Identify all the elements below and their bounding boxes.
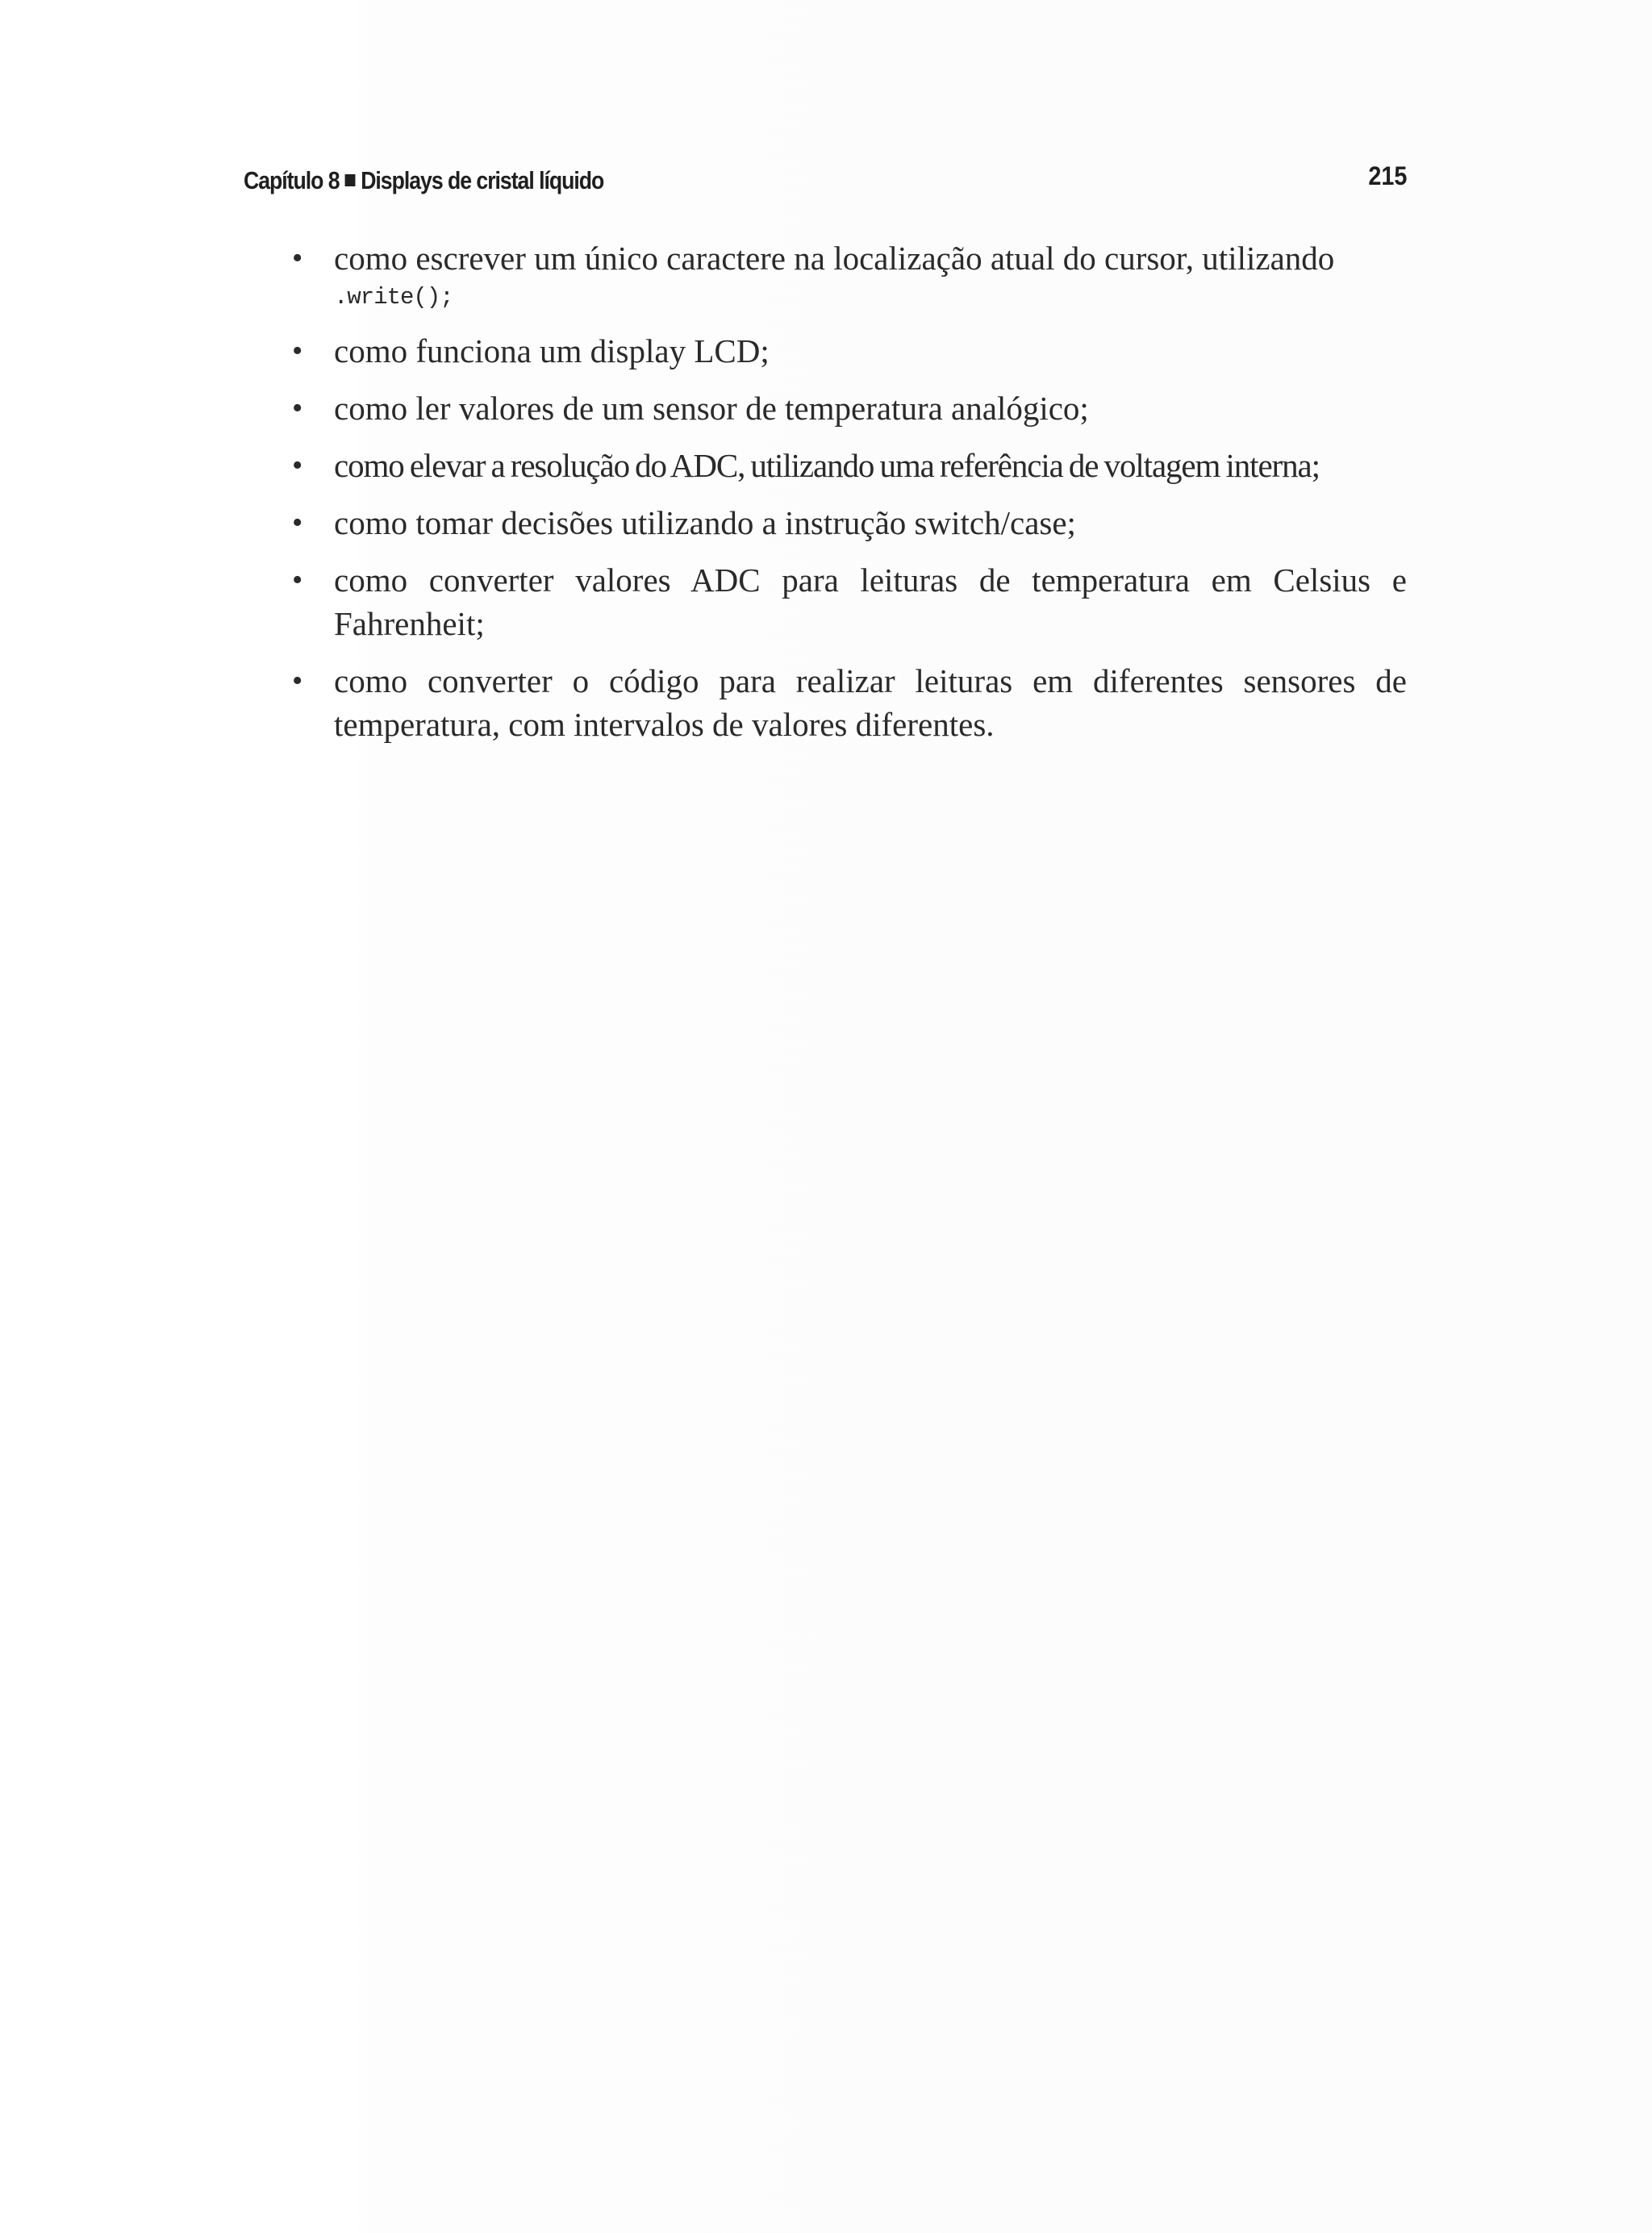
bullet-icon: • [292, 664, 303, 698]
bullet-icon: • [292, 334, 303, 368]
bullet-item [290, 444, 1407, 487]
chapter-title: Displays de cristal líquido [361, 166, 604, 194]
bullet-text: como elevar a resolução do ADC, utilizando uma referência de voltagem interna; [334, 447, 1320, 484]
bullet-text: como ler valores de um sensor de temperatura analógico; [334, 390, 1089, 427]
bullet-item [290, 329, 1407, 373]
bullet-text: como tomar decisões utilizando a instrução switch/case; [334, 504, 1076, 541]
page-number: 215 [1367, 161, 1407, 190]
bullet-icon: • [292, 563, 303, 597]
chapter-label: Capítulo 8 [244, 166, 340, 194]
bullet-icon: • [292, 449, 302, 482]
bullet-item [290, 501, 1407, 545]
running-header [244, 166, 603, 195]
bullet-text: como converter valores ADC para leituras de temperatura em Celsius e Fahrenheit; [334, 561, 1407, 642]
code-snippet: .write(); [334, 284, 453, 311]
bullet-text: como escrever um único caractere na localização atual do cursor, utilizando [334, 240, 1335, 277]
bullet-icon: • [292, 506, 303, 540]
bullet-item [290, 386, 1407, 430]
bullet-item [290, 659, 1407, 746]
bullet-text: como funciona um display LCD; [334, 332, 770, 369]
square-separator-icon [344, 174, 355, 186]
bullet-text: como converter o código para realizar leituras em diferentes sensores de temperatura, com intervalos de valores diferentes. [334, 662, 1407, 743]
bullet-icon: • [292, 391, 303, 425]
bullet-item [290, 558, 1407, 645]
bullet-icon: • [292, 241, 303, 275]
bullet-item [290, 236, 1407, 315]
summary-bullet-list [290, 236, 1407, 760]
